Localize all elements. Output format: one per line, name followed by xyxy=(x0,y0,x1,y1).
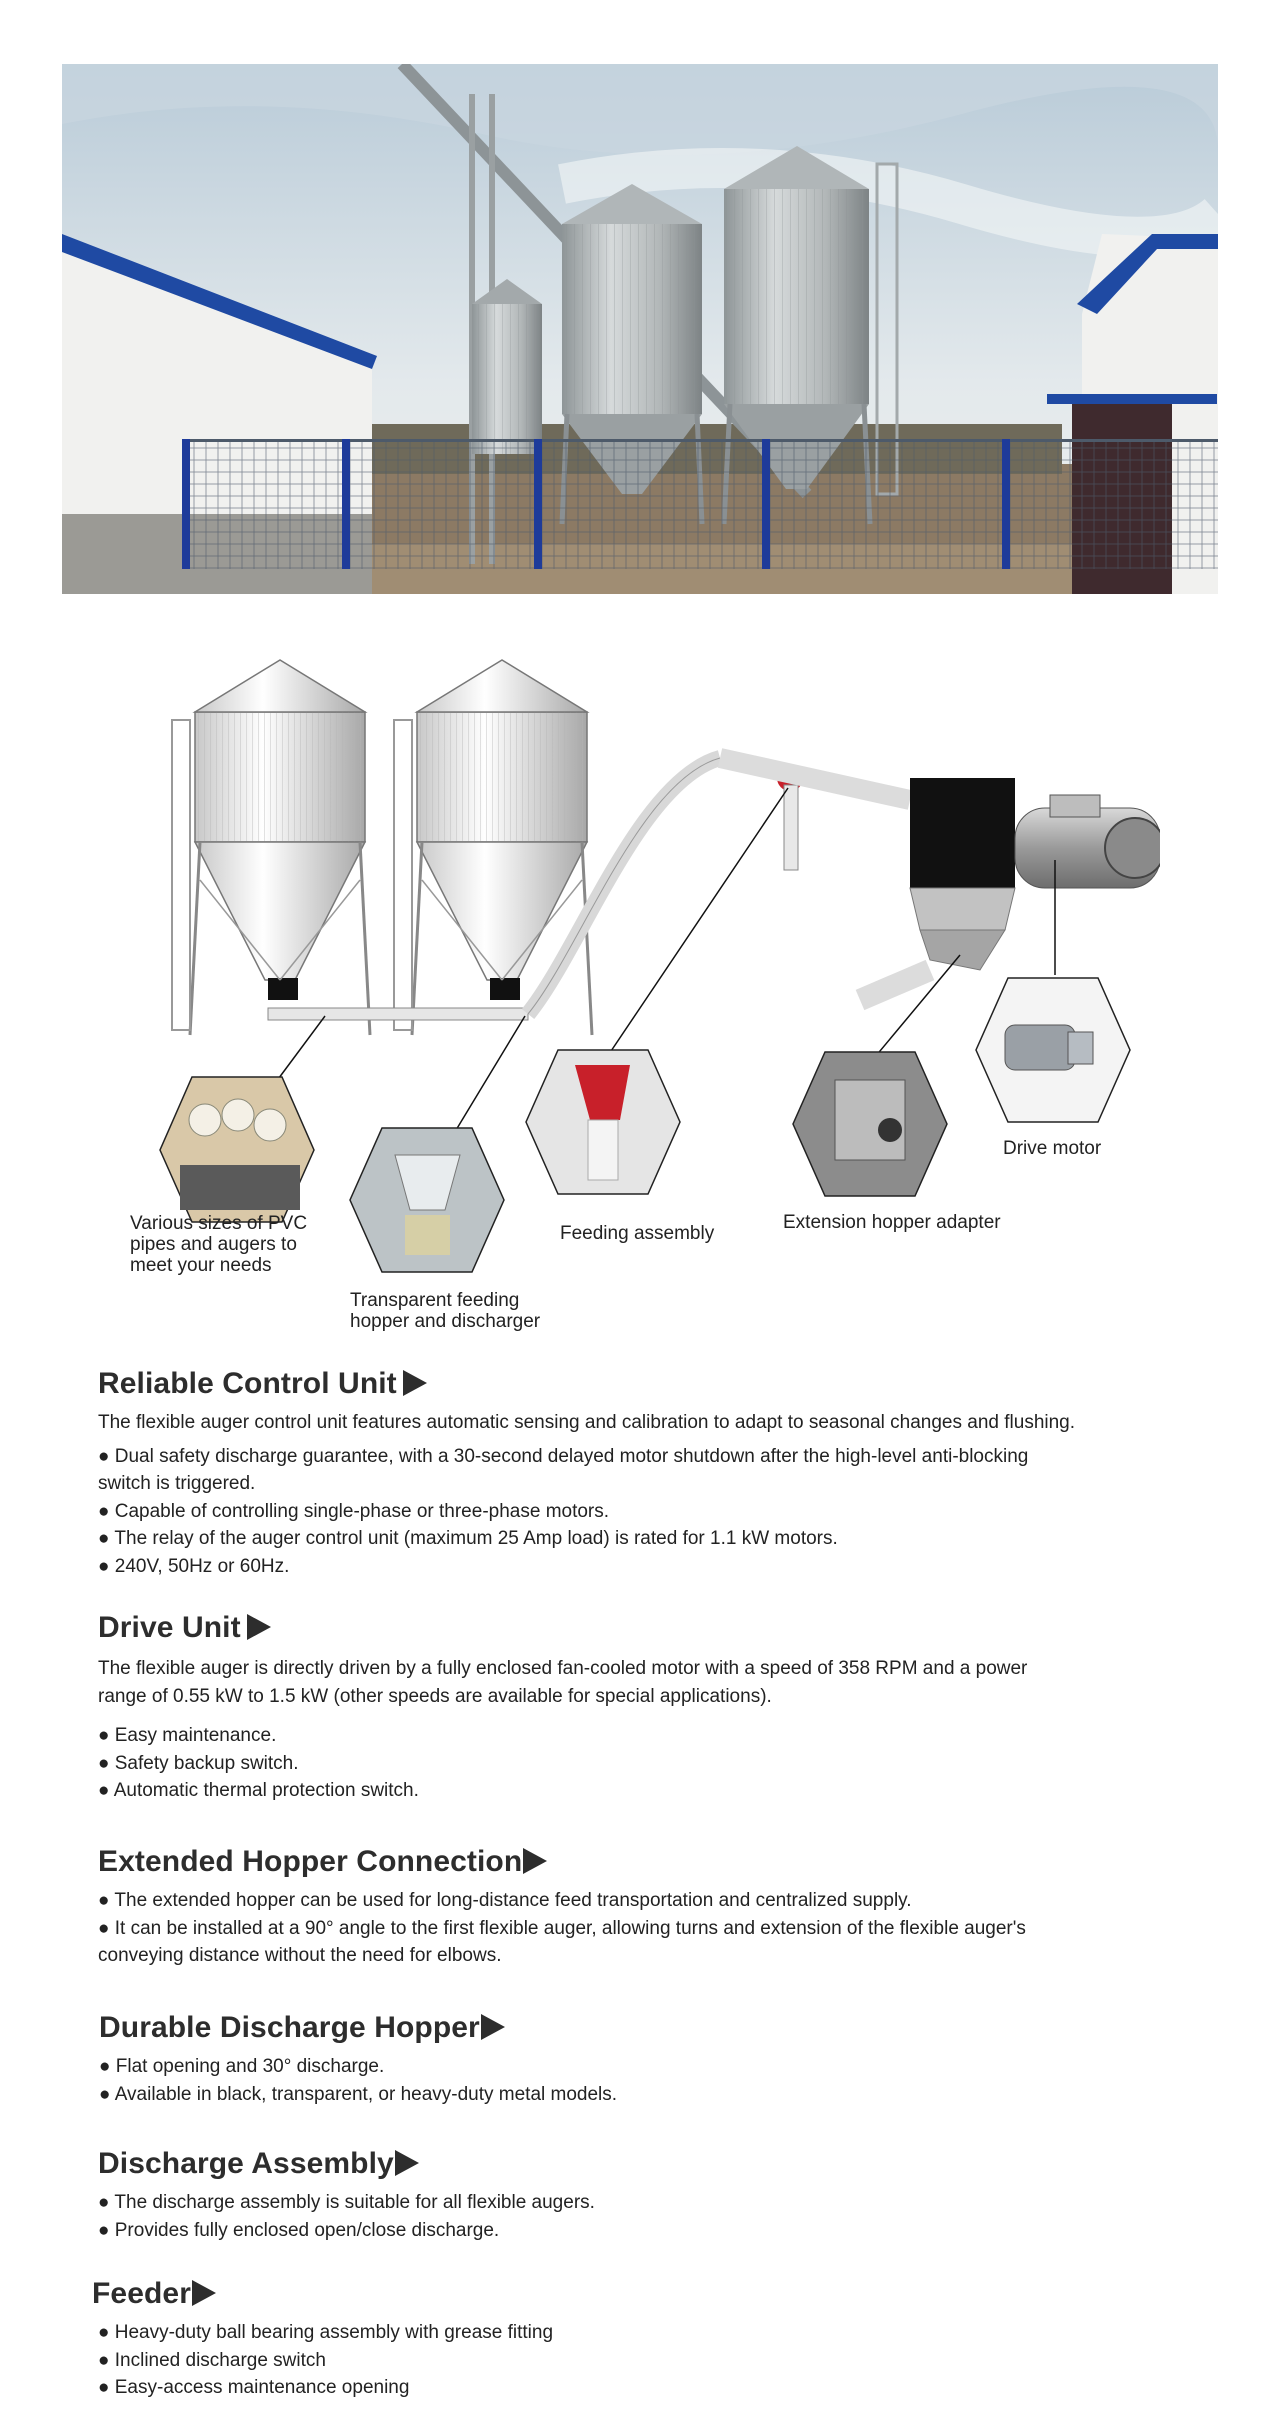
play-arrow-icon xyxy=(523,1848,547,1874)
caption-extension-hopper: Extension hopper adapter xyxy=(783,1212,1001,1233)
drive-motor-inset xyxy=(976,978,1130,1122)
silo-left xyxy=(172,660,370,1035)
section-feeder: Feeder ● Heavy-duty ball bearing assembly with grease fitting ● Inclined discharge switch ● Easy-access maintenance opening xyxy=(92,2276,1172,2402)
silo-right xyxy=(394,660,592,1035)
section-control-unit: Reliable Control Unit The flexible auger control unit features automatic sensing and calibration to adapt to seasonal changes and flushing. ● Dual safety discharge guarantee, with a 30-second delayed motor shutdown after the high-level anti-blocking switch is triggered. ● Capable of controlling single-phase or three-phase motors. ● The relay of the auger control unit (maximum 25 Amp load) is rated for 1.1 kW motors. ● 240V, 50Hz or 60Hz. xyxy=(98,1366,1178,1580)
play-arrow-icon xyxy=(192,2280,216,2306)
play-arrow-icon xyxy=(247,1614,271,1640)
auger-system-diagram xyxy=(120,650,1160,1350)
caption-pvc-pipes: Various sizes of PVC pipes and augers to meet your needs xyxy=(130,1213,308,1276)
section-title: Extended Hopper Connection xyxy=(98,1844,1178,1880)
play-arrow-icon xyxy=(403,1370,427,1396)
section-durable-hopper: Durable Discharge Hopper ● Flat opening and 30° discharge. ● Available in black, transparent, or heavy-duty metal models. xyxy=(99,2010,1179,2108)
feeding-assembly-inset xyxy=(526,1050,680,1194)
section-discharge-assembly: Discharge Assembly ● The discharge assembly is suitable for all flexible augers. ● Provides fully enclosed open/close discharge. xyxy=(98,2146,1178,2244)
silo-farm-photo xyxy=(62,64,1218,594)
section-title: Feeder xyxy=(92,2276,1172,2312)
caption-transparent-hopper: Transparent feeding hopper and discharger xyxy=(350,1290,541,1332)
pvc-pipes-inset xyxy=(160,1077,314,1222)
section-extended-hopper: Extended Hopper Connection ● The extended hopper can be used for long-distance feed transportation and centralized supply. ● It can be installed at a 90° angle to the first flexible auger, allowing turns and extension of the flexible auger's conveying distance without the need for elbows. xyxy=(98,1844,1178,1970)
section-title: Durable Discharge Hopper xyxy=(99,2010,1179,2046)
caption-feeding-assembly: Feeding assembly xyxy=(560,1223,715,1244)
transparent-hopper-inset xyxy=(350,1128,504,1272)
section-title: Reliable Control Unit xyxy=(98,1366,1178,1402)
section-title: Drive Unit xyxy=(98,1610,1178,1646)
hero-photo xyxy=(62,64,1218,594)
caption-drive-motor: Drive motor xyxy=(1003,1138,1102,1159)
play-arrow-icon xyxy=(395,2150,419,2176)
section-drive-unit: Drive Unit The flexible auger is directly driven by a fully enclosed fan-cooled motor with a speed of 358 RPM and a power range of 0.55 kW to 1.5 kW (other speeds are available for special applications). ● Easy maintenance. ● Safety backup switch. ● Automatic thermal protection switch. xyxy=(98,1610,1178,1805)
section-title: Discharge Assembly xyxy=(98,2146,1178,2182)
extension-hopper-inset xyxy=(793,1052,947,1196)
play-arrow-icon xyxy=(481,2014,505,2040)
